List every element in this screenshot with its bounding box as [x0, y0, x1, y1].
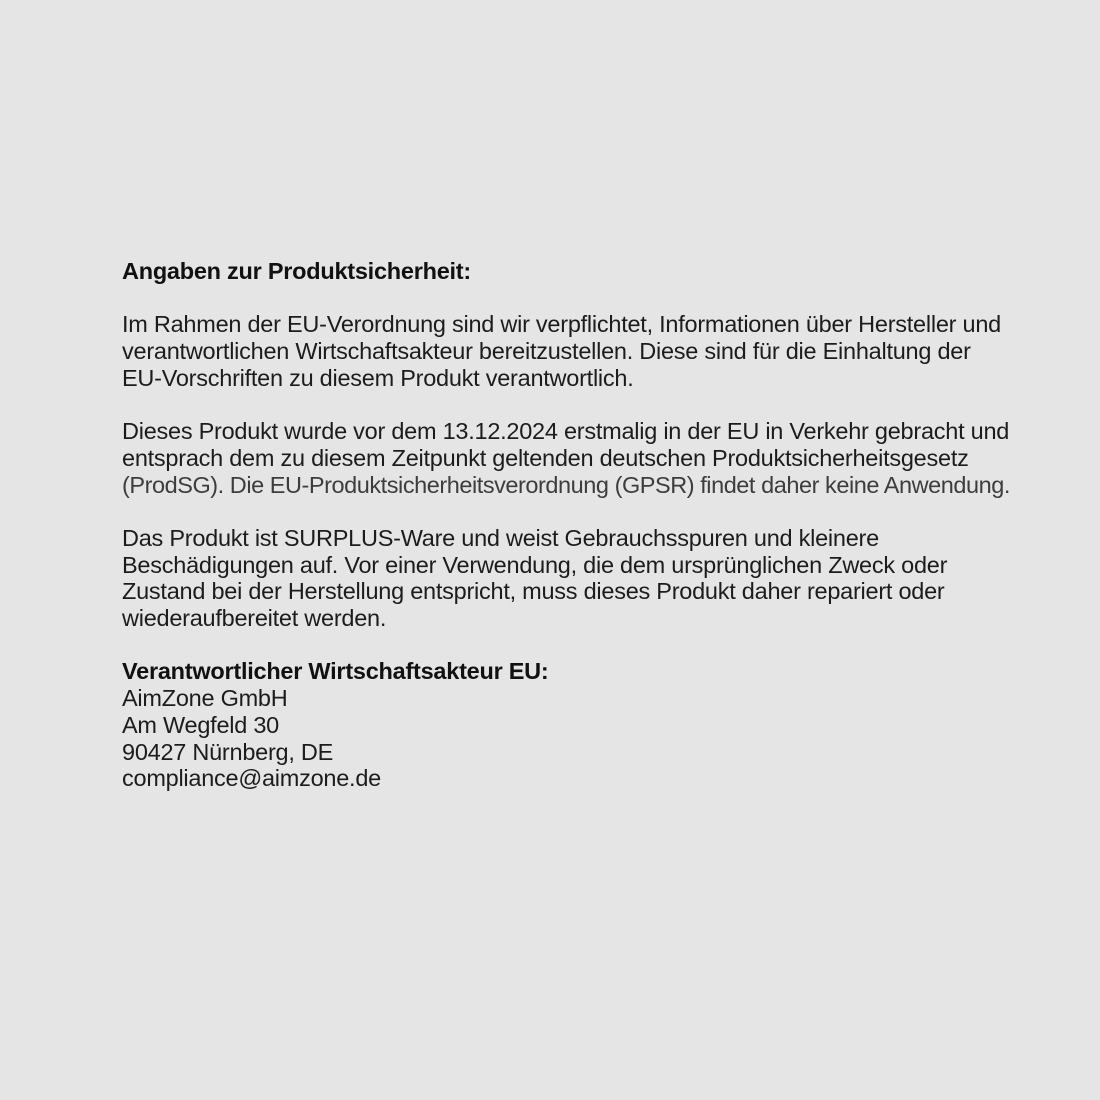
text-line: Beschädigungen auf. Vor einer Verwendung, die dem ursprünglichen Zweck oder: [122, 551, 948, 578]
paragraph-eu-regulation: [122, 311, 1022, 391]
text-line: Das Produkt ist SURPLUS-Ware und weist Gebrauchsspuren und kleinere: [122, 524, 879, 551]
address-block: [122, 685, 1022, 792]
text-line: EU-Vorschriften zu diesem Produkt verantwortlich.: [122, 364, 634, 391]
text-line: Zustand bei der Herstellung entspricht, muss dieses Produkt daher repariert oder: [122, 578, 945, 605]
company-name: AimZone GmbH: [122, 685, 288, 712]
section-heading-product-safety: Angaben zur Produktsicherheit:: [122, 258, 471, 284]
text-line: wiederaufbereitet werden.: [122, 605, 387, 632]
section-heading-responsible-actor: Verantwortlicher Wirtschaftsakteur EU:: [122, 658, 549, 685]
paragraph-market-entry: [122, 418, 1022, 498]
email-address: compliance@aimzone.de: [122, 765, 381, 792]
product-safety-notice: [122, 258, 1022, 792]
text-line: Im Rahmen der EU-Verordnung sind wir verpflichtet, Informationen über Hersteller und: [122, 311, 1001, 338]
text-line: verantwortlichen Wirtschaftsakteur bereitzustellen. Diese sind für die Einhaltung der: [122, 338, 971, 365]
text-line-gpsr-note: (ProdSG). Die EU-Produktsicherheitsverordnung (GPSR) findet daher keine Anwendung.: [122, 471, 1010, 498]
text-line: Dieses Produkt wurde vor dem 13.12.2024 erstmalig in der EU in Verkehr gebracht und: [122, 418, 1010, 445]
street-address: Am Wegfeld 30: [122, 711, 279, 738]
postal-city: 90427 Nürnberg, DE: [122, 738, 334, 765]
text-line: entsprach dem zu diesem Zeitpunkt geltenden deutschen Produktsicherheitsgesetz: [122, 444, 969, 471]
paragraph-surplus-condition: [122, 525, 1022, 632]
